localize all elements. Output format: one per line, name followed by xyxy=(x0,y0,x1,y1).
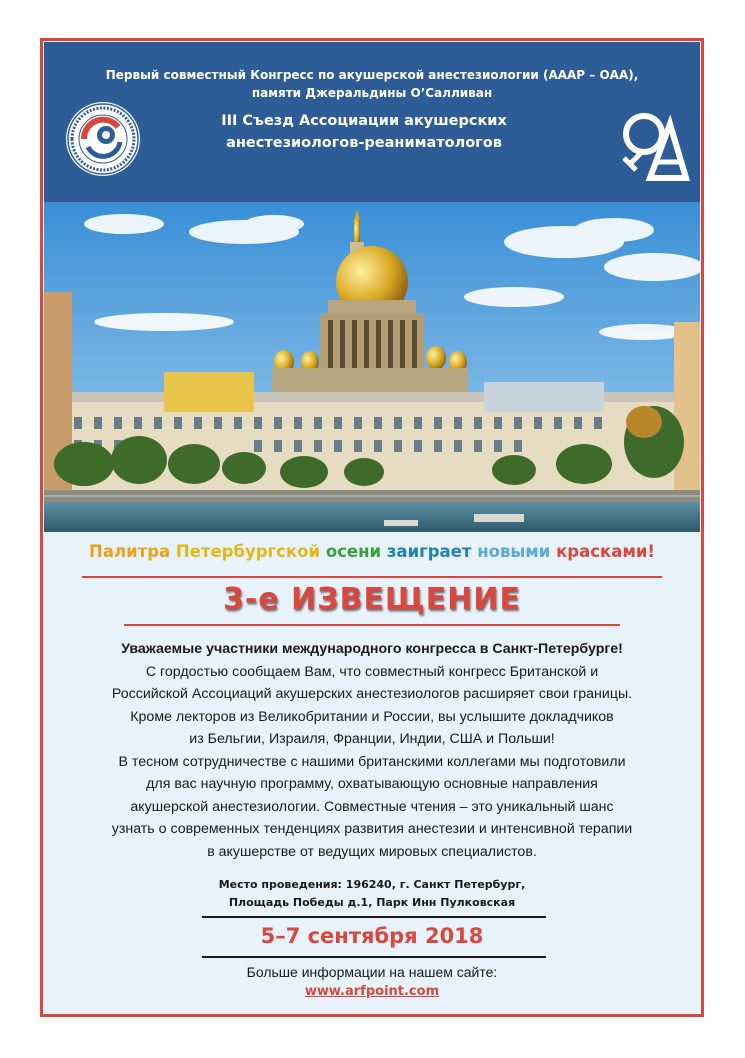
more-info-text: Больше информации на нашем сайте: xyxy=(246,964,498,980)
venue xyxy=(44,876,700,912)
greeting: Уважаемые участники международного конгресса в Санкт-Петербурге! xyxy=(121,641,623,657)
body-line-1: С гордостью сообщаем Вам, что совместный конгресс Британской и xyxy=(145,663,599,680)
body-line-7: акушерской анестезиологии. Совместные чтения – это уникальный шанс xyxy=(130,798,614,815)
body-line-2: Российской Ассоциаций акушерских анестезиологов расширяет свои границы. xyxy=(111,686,633,702)
website-link[interactable]: www.arfpoint.com xyxy=(304,984,440,999)
assembly-title-line-2: анестезиологов-реаниматологов xyxy=(226,135,502,151)
slogan-word-1: Палитра xyxy=(89,542,171,561)
notice-title: 3-е ИЗВЕЩЕНИЕ xyxy=(223,582,521,617)
divider-under-title xyxy=(124,624,620,626)
congress-title-line-2: памяти Джеральдины О’Салливан xyxy=(251,86,493,100)
assembly-title xyxy=(164,110,564,154)
body-line-5: В тесном сотрудничестве с нашими британскими коллегами мы подготовили xyxy=(118,753,626,770)
congress-title-line-1: Первый совместный Конгресс по акушерской анестезиологии (АААР – ОАА), xyxy=(105,68,639,82)
venue-line-1: Место проведения: 196240, г. Санкт Петербург, xyxy=(218,878,526,891)
slogan-word-5: новыми xyxy=(477,542,551,561)
body-line-4: из Бельгии, Израиля, Франции, Индии, США и Польши! xyxy=(189,731,555,747)
association-logo xyxy=(66,102,140,176)
congress-title xyxy=(44,66,700,102)
oaa-logo xyxy=(620,106,692,186)
slogan xyxy=(44,542,700,561)
assembly-title-line-1: III Съезд Ассоциации акушерских xyxy=(221,113,507,129)
body-line-9: в акушерстве от ведущих мировых специалистов. xyxy=(207,843,537,860)
body-line-3: Кроме лекторов из Великобритании и России, вы услышите докладчиков xyxy=(130,708,614,725)
event-dates: 5–7 сентября 2018 xyxy=(260,924,484,948)
divider-top xyxy=(82,576,662,578)
poster-header xyxy=(44,42,700,202)
body-line-6: для вас научную программу, охватывающую основные направления xyxy=(146,776,598,792)
slogan-word-3: осени xyxy=(325,542,382,561)
divider-below-dates xyxy=(202,956,546,958)
slogan-word-6: красками! xyxy=(556,542,655,561)
slogan-word-2: Петербургской xyxy=(175,542,321,561)
announcement-panel xyxy=(44,532,700,1013)
divider-above-dates xyxy=(202,916,546,918)
announcement-body xyxy=(44,638,700,863)
slogan-word-4: заиграет xyxy=(386,542,472,561)
body-line-8: узнать о современных тенденциях развития анестезии и интенсивной терапии xyxy=(111,821,633,837)
venue-line-2: Площадь Победы д.1, Парк Инн Пулковская xyxy=(228,896,516,909)
st-petersburg-photo xyxy=(44,202,700,532)
